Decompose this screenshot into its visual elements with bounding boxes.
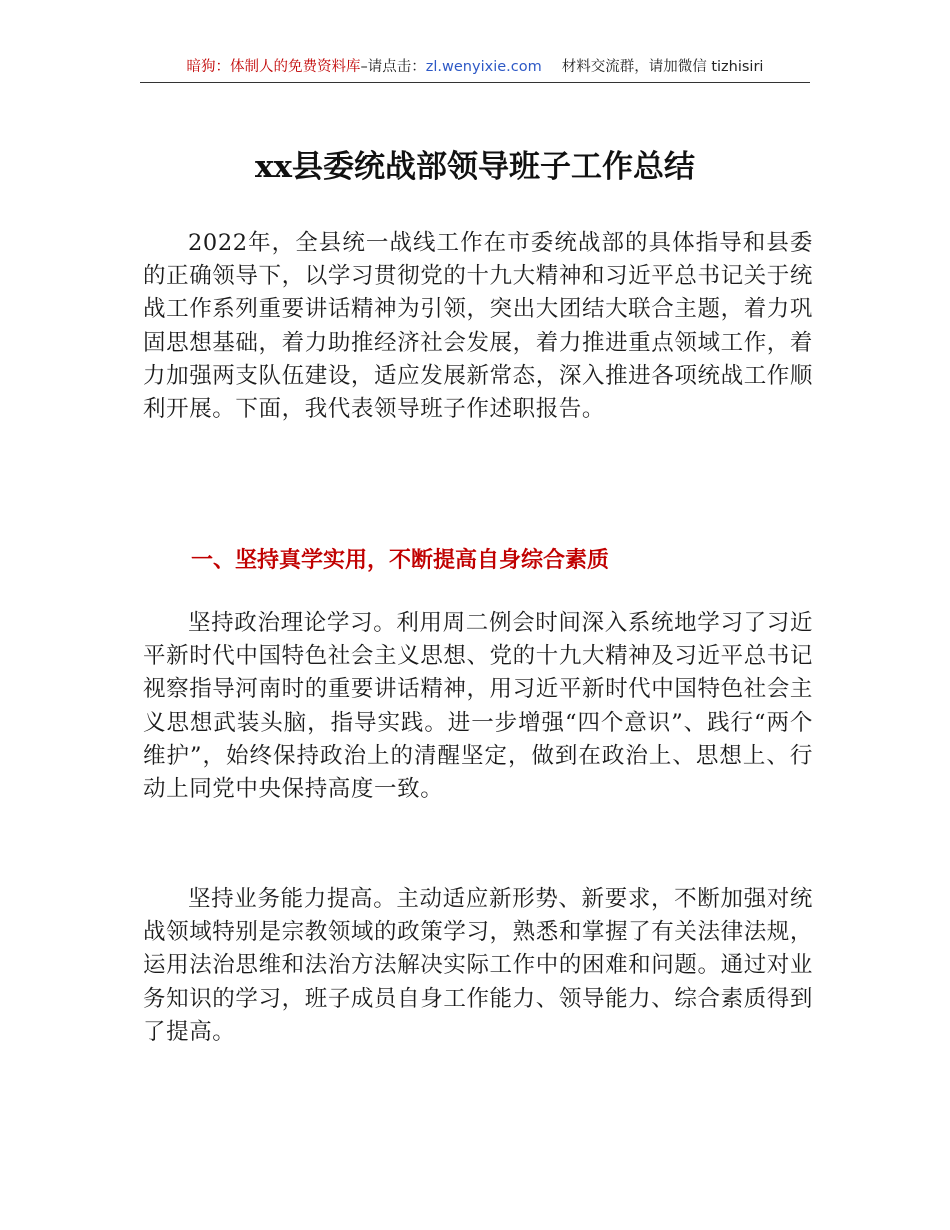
paragraph-intro: 2022年，全县统一战线工作在市委统战部的具体指导和县委的正确领导下，以学习贯彻党的十九大精神和习近平总书记关于统战工作系列重要讲话精神为引领，突出大团结大联合主题，着力巩固思想基础，着力助推经济社会发展，着力推进重点领域工作，着力加强两支队伍建设，适应发展新常态，深入推进各项统战工作顺利开展。下面，我代表领导班子作述职报告。 bbox=[143, 230, 813, 423]
header-url-link[interactable]: zl.wenyixie.com bbox=[425, 59, 542, 75]
header-site-name: 暗狗：体制人的免费资料库 bbox=[186, 59, 361, 75]
document-title: xx县委统战部领导班子工作总结 bbox=[255, 149, 695, 185]
page-header bbox=[140, 56, 810, 83]
header-click-prompt: –请点击： bbox=[360, 59, 426, 75]
header-group-note: 材料交流群，请加微信 tizhisiri bbox=[561, 59, 764, 75]
paragraph-political-study: 坚持政治理论学习。利用周二例会时间深入系统地学习了习近平新时代中国特色社会主义思想、党的十九大精神及习近平总书记视察指导河南时的重要讲话精神，用习近平新时代中国特色社会主义思想武装头脑，指导实践。进一步增强“四个意识”、践行“两个维护”，始终保持政治上的清醒坚定，做到在政治上、思想上、行动上同党中央保持高度一致。 bbox=[143, 610, 813, 803]
section-heading: 一、坚持真学实用，不断提高自身综合素质 bbox=[191, 548, 610, 573]
paragraph-business-ability: 坚持业务能力提高。主动适应新形势、新要求，不断加强对统战领域特别是宗教领域的政策学习，熟悉和掌握了有关法律法规，运用法治思维和法治方法解决实际工作中的困难和问题。通过对业务知识的学习，班子成员自身工作能力、领导能力、综合素质得到了提高。 bbox=[143, 886, 813, 1045]
